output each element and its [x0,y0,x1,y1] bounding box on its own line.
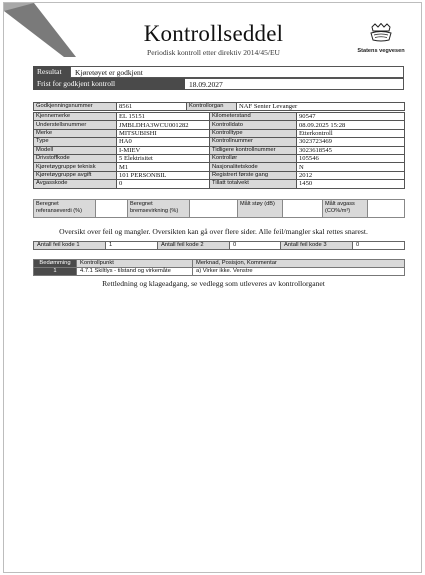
table-row [34,268,405,276]
info-label: Kjøretøygruppe teknisk [34,163,117,171]
col-rating-header: Bedømming [34,260,77,268]
result-value: Kjøretøyet er godkjent [70,66,404,78]
info-value: 8561 [117,103,187,111]
count-value: 0 [230,242,281,250]
col-point-header: Kontrollpunkt [77,260,193,268]
defect-point: 4.7.1 Skiltlys - tilstand og virkemåte [77,268,193,276]
info-value: EL 15151 [117,113,210,121]
result-label: Resultat [33,66,70,78]
info-label: Kontrolldato [210,121,297,129]
footer-note: Rettledning og klageadgang, se vedlegg som utleveres av kontrollorganet [102,279,325,288]
info-value: N [297,163,405,171]
emission-label: Målt avgass (CO%/m³) [323,200,368,218]
defect-counts-table [33,241,405,250]
info-label: Kontrollnummer [210,138,297,146]
logo-text: Statens vegvesen [357,48,405,54]
info-row [34,154,405,162]
inspection-sheet [3,2,422,573]
info-value: 105546 [297,154,405,162]
defects-table [33,259,405,276]
brake-effect-label: Beregnet bremsevirkning (%) [128,200,190,218]
info-value: 2012 [297,171,405,179]
measurements-table [33,199,405,218]
info-value: 0 [117,180,210,188]
info-row [34,171,405,179]
count-value: 0 [353,242,405,250]
info-label: Kilometerstand [210,113,297,121]
info-row [34,138,405,146]
info-label: Merke [34,129,117,137]
count-label: Antall feil kode 1 [34,242,106,250]
info-value: JMBLDHA3WCU001282 [117,121,210,129]
info-row [34,180,405,188]
info-row [34,113,405,121]
info-row [34,129,405,137]
reference-value-label: Beregnet referanseverdi (%) [34,200,96,218]
info-label: Nasjonalitetskode [210,163,297,171]
info-value: 3023618545 [297,146,405,154]
info-label: Kontrollør [210,154,297,162]
info-label: Tillatt totalvekt [210,180,297,188]
info-label: Tidligere kontrollnummer [210,146,297,154]
noise-label: Målt støy (dB) [238,200,283,218]
info-label: Godkjenningsnummer [34,103,117,111]
info-label: Kontrolltype [210,129,297,137]
info-row [34,103,405,111]
info-label: Drivstoffkode [34,154,117,162]
info-value: 3023723469 [297,138,405,146]
overview-note: Oversikt over feil og mangler. Oversikten kan gå over flere sider. Alle feil/mangler skal rettes snarest. [59,227,368,236]
count-value: 1 [106,242,158,250]
crown-emblem-icon [368,23,394,42]
page-subtitle: Periodisk kontroll etter direktiv 2014/45/EU [147,48,280,57]
info-value: M1 [117,163,210,171]
defect-remark: a) Virker ikke. Venstre [193,268,405,276]
info-label: Modell [34,146,117,154]
noise-value [283,200,323,218]
info-label: Registrert første gang [210,171,297,179]
info-label: Kjennemerke [34,113,117,121]
info-value: I-MIEV [117,146,210,154]
info-label: Avgasskode [34,180,117,188]
defects-header-row [34,260,405,268]
col-remark-header: Merknad, Posisjon, Kommentar [193,260,405,268]
info-value: HA0 [117,138,210,146]
info-row [34,163,405,171]
info-value: Etterkontroll [297,129,405,137]
emission-value [368,200,405,218]
info-value: MITSUBISHI [117,129,210,137]
measurements-row [34,200,405,218]
result-block [33,66,404,90]
defect-rating: 1 [34,268,77,276]
info-label: Understellsnummer [34,121,117,129]
info-row [34,121,405,129]
info-value: 5 Elektrisitet [117,154,210,162]
info-label: Type [34,138,117,146]
vehicle-info-table [33,102,405,111]
info-label: Kjøretøygruppe avgift [34,171,117,179]
page-title: Kontrollseddel [143,21,284,46]
info-label: Kontrollorgan [187,103,237,111]
reference-value [96,200,128,218]
info-value: 90547 [297,113,405,121]
count-label: Antall feil kode 2 [158,242,230,250]
deadline-label: Frist for godkjent kontroll [33,78,185,90]
count-label: Antall feil kode 3 [281,242,353,250]
info-value: NAF Senter Levanger [237,103,405,111]
vehicle-details-table [33,112,405,189]
info-row [34,146,405,154]
info-value: 1450 [297,180,405,188]
brake-effect-value [190,200,238,218]
defect-counts-row [34,242,405,250]
info-value: 08.09.2025 15:28 [297,121,405,129]
info-value: 101 PERSONBIL [117,171,210,179]
statens-vegvesen-logo [356,23,406,54]
deadline-value: 18.09.2027 [185,78,404,90]
